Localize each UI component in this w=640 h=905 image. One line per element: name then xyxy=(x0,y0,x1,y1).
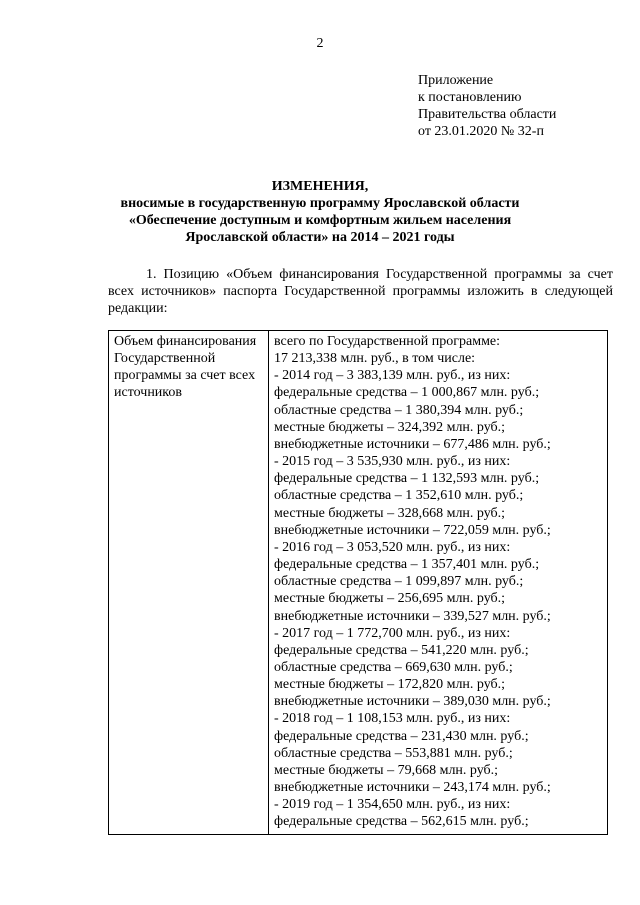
document-title xyxy=(60,178,580,246)
appendix-block xyxy=(418,72,556,140)
appendix-line: Приложение xyxy=(418,73,494,88)
cell-line: внебюджетные источники – 243,174 млн. руб.; xyxy=(274,780,551,796)
table-cell-value xyxy=(269,331,608,835)
cell-line: 17 213,338 млн. руб., в том числе: xyxy=(274,351,476,367)
cell-line: всего по Государственной программе: xyxy=(274,334,501,349)
cell-line: Объем финансирования xyxy=(114,334,257,349)
title-line: ИЗМЕНЕНИЯ, xyxy=(271,179,369,194)
cell-line: внебюджетные источники – 677,486 млн. руб.; xyxy=(274,436,551,452)
cell-line: - 2016 год – 3 053,520 млн. руб., из них: xyxy=(274,539,511,555)
table-row xyxy=(109,331,608,835)
cell-line: федеральные средства – 231,430 млн. руб.; xyxy=(274,728,529,744)
cell-line: федеральные средства – 541,220 млн. руб.; xyxy=(274,642,529,658)
cell-line: областные средства – 553,881 млн. руб.; xyxy=(274,745,513,761)
cell-line: внебюджетные источники – 339,527 млн. руб.; xyxy=(274,608,551,624)
cell-line: Государственной xyxy=(114,351,216,367)
cell-line: местные бюджеты – 256,695 млн. руб.; xyxy=(274,591,506,607)
cell-line: федеральные средства – 562,615 млн. руб.; xyxy=(274,814,529,830)
cell-line: источников xyxy=(114,385,183,401)
appendix-line: от 23.01.2020 № 32-п xyxy=(418,124,544,139)
title-line: «Обеспечение доступным и комфортным жильем населения xyxy=(128,213,512,228)
appendix-line: к постановлению xyxy=(418,90,522,105)
financing-table xyxy=(108,330,608,835)
cell-line: - 2018 год – 1 108,153 млн. руб., из них: xyxy=(274,711,511,727)
cell-line: федеральные средства – 1 000,867 млн. руб.; xyxy=(274,385,540,401)
cell-line: внебюджетные источники – 389,030 млн. руб.; xyxy=(274,694,551,710)
title-line: Ярославской области» на 2014 – 2021 годы xyxy=(185,230,455,245)
cell-line: областные средства – 1 099,897 млн. руб.; xyxy=(274,574,524,590)
cell-line: областные средства – 1 380,394 млн. руб.; xyxy=(274,402,524,418)
title-line: вносимые в государственную программу Ярославской области xyxy=(120,196,520,211)
cell-line: федеральные средства – 1 357,401 млн. руб.; xyxy=(274,557,540,573)
cell-line: местные бюджеты – 172,820 млн. руб.; xyxy=(274,677,506,693)
cell-line: федеральные средства – 1 132,593 млн. руб.; xyxy=(274,471,540,487)
cell-line: областные средства – 669,630 млн. руб.; xyxy=(274,659,513,675)
cell-line: - 2014 год – 3 383,139 млн. руб., из них: xyxy=(274,368,511,384)
paragraph-line: 1. Позицию «Объем финансирования Государственной программы за счет xyxy=(146,267,613,282)
cell-line: - 2017 год – 1 772,700 млн. руб., из них: xyxy=(274,625,511,641)
table-cell-label xyxy=(109,331,269,835)
cell-line: местные бюджеты – 324,392 млн. руб.; xyxy=(274,419,506,435)
cell-line: местные бюджеты – 328,668 млн. руб.; xyxy=(274,505,506,521)
cell-line: областные средства – 1 352,610 млн. руб.; xyxy=(274,488,524,504)
paragraph-line: редакции: xyxy=(108,301,168,316)
page-number: 2 xyxy=(316,36,324,51)
cell-line: программы за счет всех xyxy=(114,368,256,384)
cell-line: внебюджетные источники – 722,059 млн. руб.; xyxy=(274,522,551,538)
cell-line: местные бюджеты – 79,668 млн. руб.; xyxy=(274,762,499,778)
appendix-line: Правительства области xyxy=(418,107,557,122)
cell-line: - 2019 год – 1 354,650 млн. руб., из них: xyxy=(274,797,511,813)
cell-line: - 2015 год – 3 535,930 млн. руб., из них: xyxy=(274,454,511,470)
instruction-paragraph xyxy=(108,266,613,317)
paragraph-line: всех источников» паспорта Государственной программы изложить в следующей xyxy=(108,284,613,299)
